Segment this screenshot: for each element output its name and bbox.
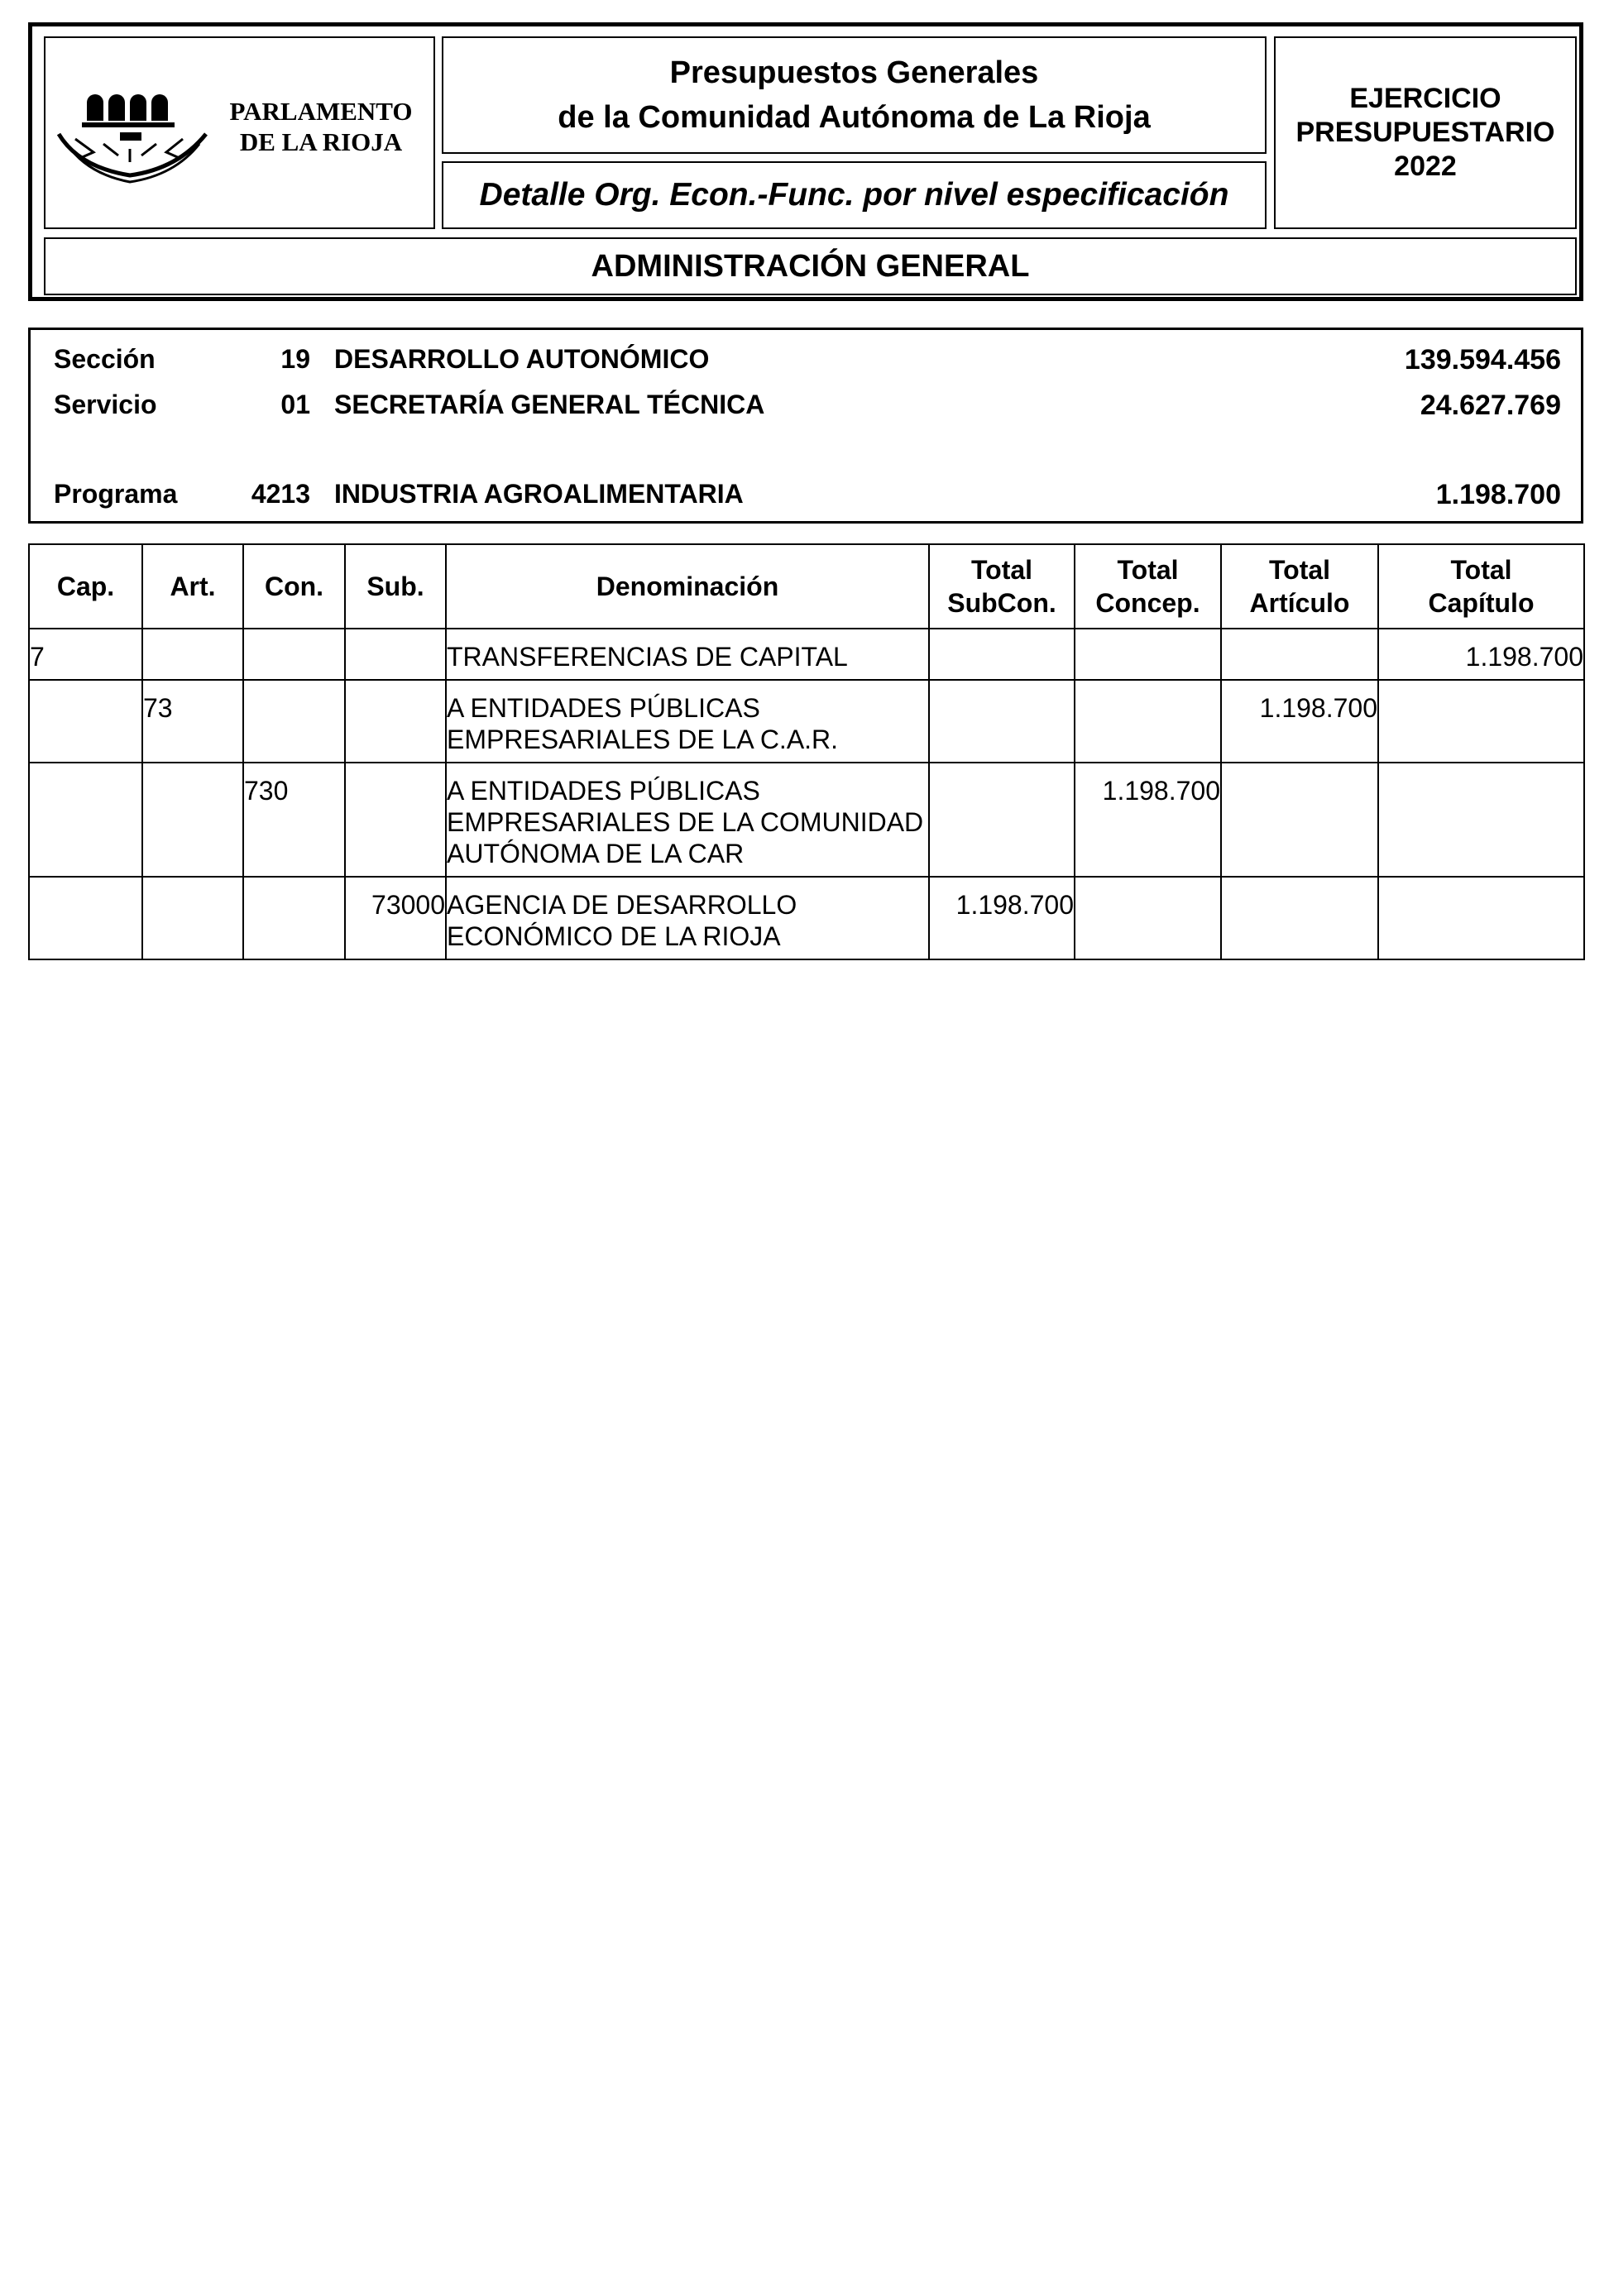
document-title-line1: Presupuestos Generales: [669, 55, 1039, 90]
header-total-capitulo-line1: Total: [1450, 555, 1512, 585]
organization-info: [28, 328, 1583, 524]
header-total-subcon: [929, 544, 1075, 629]
cell-cap: 7: [29, 629, 142, 680]
cell-denominacion: TRANSFERENCIAS DE CAPITAL: [446, 629, 929, 680]
servicio-row: [31, 390, 1581, 426]
cell-denominacion: A ENTIDADES PÚBLICAS EMPRESARIALES DE LA C.A.R.: [446, 680, 929, 763]
programa-name: INDUSTRIA AGROALIMENTARIA: [334, 479, 744, 509]
cell-denominacion: AGENCIA DE DESARROLLO ECONÓMICO DE LA RIOJA: [446, 877, 929, 959]
cell-total-subcon: [929, 680, 1075, 763]
cell-sub: [345, 763, 446, 877]
cell-con: [243, 680, 345, 763]
header-total-concep: [1075, 544, 1221, 629]
administration-panel: [44, 237, 1577, 295]
header-total-capitulo-line2: Capítulo: [1428, 588, 1535, 618]
budget-detail-table: [28, 543, 1585, 960]
header-total-concep-line2: Concep.: [1095, 588, 1200, 618]
servicio-name: SECRETARÍA GENERAL TÉCNICA: [334, 390, 765, 419]
parliament-building-icon: [54, 69, 219, 194]
cell-cap: [29, 680, 142, 763]
cell-con: [243, 629, 345, 680]
header-total-articulo-line2: Artículo: [1249, 588, 1350, 618]
subtitle-panel: [442, 161, 1267, 229]
table-row: [29, 680, 1584, 763]
header-art: Art.: [142, 544, 243, 629]
cell-total-concep: [1075, 680, 1221, 763]
programa-code: 4213: [251, 479, 310, 509]
cell-sub: 73000: [345, 877, 446, 959]
cell-art: [142, 629, 243, 680]
header-sub: Sub.: [345, 544, 446, 629]
cell-total-articulo: 1.198.700: [1221, 680, 1378, 763]
cell-total-articulo: [1221, 763, 1378, 877]
seccion-row: [31, 344, 1581, 380]
table-row: [29, 763, 1584, 877]
logo-text-line1: PARLAMENTO: [229, 97, 413, 126]
cell-total-articulo: [1221, 877, 1378, 959]
cell-art: 73: [142, 680, 243, 763]
header-con: Con.: [243, 544, 345, 629]
seccion-name: DESARROLLO AUTONÓMICO: [334, 344, 710, 374]
exercise-label-line1: EJERCICIO: [1349, 83, 1501, 114]
logo-panel: [44, 36, 435, 229]
header-total-concep-line1: Total: [1117, 555, 1179, 585]
cell-art: [142, 877, 243, 959]
cell-total-concep: 1.198.700: [1075, 763, 1221, 877]
document-header: [28, 22, 1583, 301]
cell-sub: [345, 629, 446, 680]
table-row: [29, 629, 1584, 680]
title-panel: [442, 36, 1267, 154]
header-denominacion: Denominación: [446, 544, 929, 629]
programa-row: [31, 479, 1581, 515]
header-total-subcon-line2: SubCon.: [947, 588, 1056, 618]
header-cap: Cap.: [29, 544, 142, 629]
header-total-capitulo: [1378, 544, 1584, 629]
servicio-label: Servicio: [54, 390, 157, 419]
cell-total-subcon: 1.198.700: [929, 877, 1075, 959]
cell-total-subcon: [929, 629, 1075, 680]
cell-total-capitulo: 1.198.700: [1378, 629, 1584, 680]
header-total-subcon-line1: Total: [970, 555, 1033, 585]
exercise-label-line2: PRESUPUESTARIO: [1295, 117, 1555, 148]
seccion-label: Sección: [54, 344, 156, 374]
programa-label: Programa: [54, 479, 178, 509]
cell-denominacion: A ENTIDADES PÚBLICAS EMPRESARIALES DE LA COMUNIDAD AUTÓNOMA DE LA CAR: [446, 763, 929, 877]
cell-total-capitulo: [1378, 763, 1584, 877]
cell-art: [142, 763, 243, 877]
cell-cap: [29, 763, 142, 877]
exercise-panel: [1274, 36, 1577, 229]
cell-total-subcon: [929, 763, 1075, 877]
administration-title: ADMINISTRACIÓN GENERAL: [591, 248, 1030, 284]
cell-cap: [29, 877, 142, 959]
programa-amount: 1.198.700: [1435, 479, 1561, 510]
cell-con: 730: [243, 763, 345, 877]
logo-text-line2: DE LA RIOJA: [239, 127, 403, 156]
table-header-row: [29, 544, 1584, 629]
seccion-code: 19: [280, 344, 310, 374]
cell-sub: [345, 680, 446, 763]
table-row: [29, 877, 1584, 959]
cell-con: [243, 877, 345, 959]
cell-total-articulo: [1221, 629, 1378, 680]
header-total-articulo-line1: Total: [1268, 555, 1331, 585]
seccion-amount: 139.594.456: [1404, 344, 1561, 375]
cell-total-capitulo: [1378, 680, 1584, 763]
cell-total-concep: [1075, 877, 1221, 959]
logo-text: [218, 96, 424, 157]
cell-total-capitulo: [1378, 877, 1584, 959]
servicio-amount: 24.627.769: [1420, 390, 1561, 421]
document-title-line2: de la Comunidad Autónoma de La Rioja: [558, 100, 1151, 135]
exercise-year: 2022: [1394, 151, 1457, 182]
servicio-code: 01: [280, 390, 310, 419]
header-total-articulo: [1221, 544, 1378, 629]
document-subtitle: Detalle Org. Econ.-Func. por nivel especificación: [479, 177, 1229, 213]
cell-total-concep: [1075, 629, 1221, 680]
